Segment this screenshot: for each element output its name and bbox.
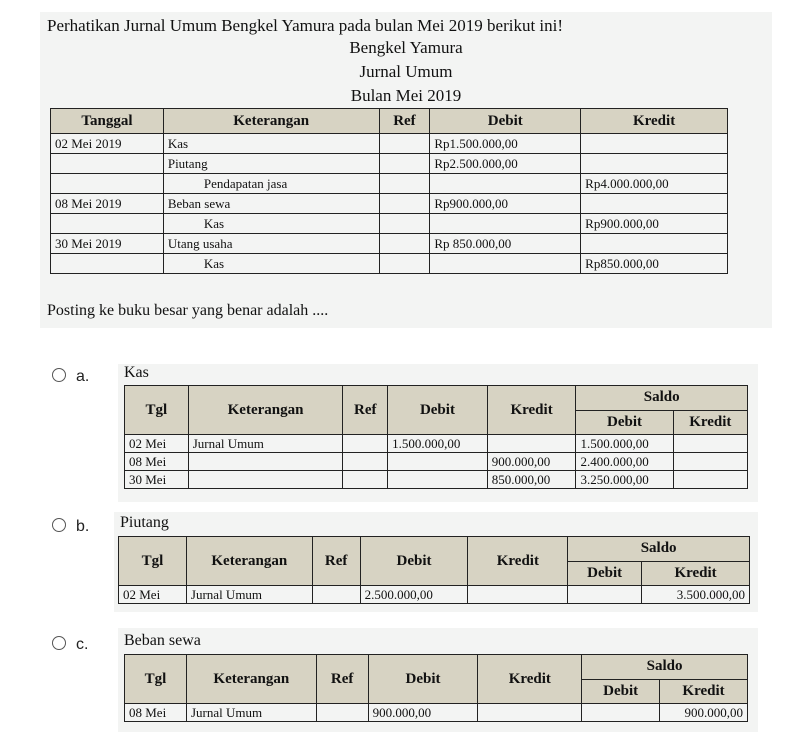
cell-credit bbox=[581, 234, 728, 254]
ledger-header-debit: Debit bbox=[388, 386, 488, 435]
table-row bbox=[119, 586, 750, 604]
cell-saldo-debit: 1.500.000,00 bbox=[576, 435, 673, 453]
table-row bbox=[51, 254, 728, 274]
cell-ref bbox=[343, 435, 388, 453]
cell-desc: Kas bbox=[163, 254, 379, 274]
ledger-header-debit: Debit bbox=[368, 655, 478, 704]
cell-desc: Beban sewa bbox=[163, 194, 379, 214]
table-row bbox=[51, 154, 728, 174]
cell-saldo-credit bbox=[673, 471, 747, 489]
cell-credit bbox=[581, 194, 728, 214]
cell-saldo-credit bbox=[673, 435, 747, 453]
cell-desc: Utang usaha bbox=[163, 234, 379, 254]
table-row bbox=[125, 453, 748, 471]
cell-credit bbox=[487, 435, 576, 453]
cell-saldo-debit bbox=[582, 704, 660, 722]
cell-debit bbox=[388, 453, 488, 471]
table-row bbox=[125, 471, 748, 489]
cell-date bbox=[51, 154, 164, 174]
cell-date: 30 Mei bbox=[125, 471, 189, 489]
ledger-header-debit: Debit bbox=[360, 537, 468, 586]
ledger-header-saldo-kredit: Kredit bbox=[660, 679, 748, 704]
ledger-header-saldo: Saldo bbox=[568, 537, 750, 562]
cell-date: 02 Mei 2019 bbox=[51, 134, 164, 154]
cell-debit: 2.500.000,00 bbox=[360, 586, 468, 604]
company-title: Bengkel Yamura bbox=[349, 38, 463, 57]
cell-desc: Jurnal Umum bbox=[188, 435, 343, 453]
journal-header-row bbox=[51, 109, 728, 134]
option-letter-c: c. bbox=[76, 636, 89, 653]
cell-ref bbox=[343, 471, 388, 489]
cell-date: 02 Mei bbox=[125, 435, 189, 453]
account-name-c: Beban sewa bbox=[124, 632, 201, 649]
cell-debit: Rp900.000,00 bbox=[430, 194, 581, 214]
cell-date: 02 Mei bbox=[119, 586, 187, 604]
cell-ref bbox=[379, 174, 430, 194]
ledger-header-ket: Keterangan bbox=[188, 386, 343, 435]
option-b[interactable] bbox=[52, 518, 89, 536]
posting-question: Posting ke buku besar yang benar adalah .... bbox=[47, 302, 329, 319]
header-keterangan: Keterangan bbox=[163, 109, 379, 134]
table-row bbox=[125, 704, 748, 722]
header-tanggal: Tanggal bbox=[51, 109, 164, 134]
cell-ref bbox=[312, 586, 360, 604]
cell-ref bbox=[316, 704, 368, 722]
ledger-header-saldo-debit: Debit bbox=[582, 679, 660, 704]
ledger-header-kredit: Kredit bbox=[478, 655, 582, 704]
table-row bbox=[125, 435, 748, 453]
cell-debit: Rp 850.000,00 bbox=[430, 234, 581, 254]
cell-desc bbox=[188, 471, 343, 489]
cell-ref bbox=[379, 214, 430, 234]
option-letter-b: b. bbox=[76, 518, 90, 535]
cell-debit bbox=[430, 214, 581, 234]
radio-c[interactable] bbox=[52, 636, 66, 650]
cell-date: 08 Mei bbox=[125, 704, 187, 722]
period-title: Bulan Mei 2019 bbox=[350, 86, 462, 105]
cell-ref bbox=[343, 453, 388, 471]
ledger-header-saldo-kredit: Kredit bbox=[673, 410, 747, 435]
ledger-header-saldo: Saldo bbox=[576, 386, 748, 411]
ledger-header-ket: Keterangan bbox=[186, 537, 312, 586]
ledger-header-tgl: Tgl bbox=[125, 655, 187, 704]
cell-date bbox=[51, 254, 164, 274]
cell-date bbox=[51, 174, 164, 194]
cell-desc: Pendapatan jasa bbox=[163, 174, 379, 194]
cell-credit: Rp4.000.000,00 bbox=[581, 174, 728, 194]
ledger-header-saldo-kredit: Kredit bbox=[642, 561, 750, 586]
cell-date: 08 Mei bbox=[125, 453, 189, 471]
cell-saldo-credit bbox=[673, 453, 747, 471]
cell-credit: Rp900.000,00 bbox=[581, 214, 728, 234]
cell-debit: Rp2.500.000,00 bbox=[430, 154, 581, 174]
ledger-header-tgl: Tgl bbox=[125, 386, 189, 435]
cell-debit: 1.500.000,00 bbox=[388, 435, 488, 453]
ledger-header-kredit: Kredit bbox=[487, 386, 576, 435]
question-panel bbox=[40, 12, 772, 328]
journal-table bbox=[50, 108, 728, 274]
cell-date: 30 Mei 2019 bbox=[51, 234, 164, 254]
cell-desc: Kas bbox=[163, 134, 379, 154]
ledger-header-ref: Ref bbox=[316, 655, 368, 704]
cell-date bbox=[51, 214, 164, 234]
table-row bbox=[51, 234, 728, 254]
cell-debit bbox=[430, 174, 581, 194]
cell-credit: Rp850.000,00 bbox=[581, 254, 728, 274]
radio-b[interactable] bbox=[52, 518, 66, 532]
ledger-header-saldo-debit: Debit bbox=[568, 561, 642, 586]
cell-desc bbox=[188, 453, 343, 471]
cell-debit: Rp1.500.000,00 bbox=[430, 134, 581, 154]
table-row bbox=[51, 174, 728, 194]
cell-ref bbox=[379, 234, 430, 254]
ledger-header-saldo: Saldo bbox=[582, 655, 748, 680]
cell-ref bbox=[379, 194, 430, 214]
ledger-header-tgl: Tgl bbox=[119, 537, 187, 586]
header-ref: Ref bbox=[379, 109, 430, 134]
ledger-header-ket: Keterangan bbox=[186, 655, 316, 704]
cell-credit: 900.000,00 bbox=[487, 453, 576, 471]
cell-date: 08 Mei 2019 bbox=[51, 194, 164, 214]
ledger-table-a bbox=[124, 385, 748, 489]
cell-credit bbox=[478, 704, 582, 722]
cell-saldo-debit: 2.400.000,00 bbox=[576, 453, 673, 471]
cell-desc: Piutang bbox=[163, 154, 379, 174]
cell-debit bbox=[430, 254, 581, 274]
option-c[interactable] bbox=[52, 636, 88, 654]
journal-title: Jurnal Umum bbox=[359, 62, 453, 81]
cell-desc: Jurnal Umum bbox=[186, 586, 312, 604]
cell-credit: 850.000,00 bbox=[487, 471, 576, 489]
cell-debit: 900.000,00 bbox=[368, 704, 478, 722]
question-intro: Perhatikan Jurnal Umum Bengkel Yamura pada bulan Mei 2019 berikut ini! bbox=[47, 16, 564, 35]
table-row bbox=[51, 134, 728, 154]
cell-debit bbox=[388, 471, 488, 489]
header-kredit: Kredit bbox=[581, 109, 728, 134]
ledger-header-ref: Ref bbox=[343, 386, 388, 435]
ledger-header-kredit: Kredit bbox=[468, 537, 568, 586]
ledger-table-b bbox=[118, 536, 750, 604]
cell-ref bbox=[379, 134, 430, 154]
account-name-a: Kas bbox=[124, 364, 149, 381]
cell-saldo-debit: 3.250.000,00 bbox=[576, 471, 673, 489]
cell-credit bbox=[581, 134, 728, 154]
option-letter-a: a. bbox=[76, 368, 90, 385]
account-name-b: Piutang bbox=[120, 514, 169, 531]
cell-desc: Kas bbox=[163, 214, 379, 234]
cell-saldo-credit: 3.500.000,00 bbox=[642, 586, 750, 604]
cell-credit bbox=[468, 586, 568, 604]
ledger-header-ref: Ref bbox=[312, 537, 360, 586]
header-debit: Debit bbox=[430, 109, 581, 134]
cell-saldo-credit: 900.000,00 bbox=[660, 704, 748, 722]
cell-desc: Jurnal Umum bbox=[186, 704, 316, 722]
cell-ref bbox=[379, 154, 430, 174]
table-row bbox=[51, 194, 728, 214]
cell-ref bbox=[379, 254, 430, 274]
ledger-header-saldo-debit: Debit bbox=[576, 410, 673, 435]
ledger-table-c bbox=[124, 654, 748, 722]
radio-a[interactable] bbox=[52, 368, 66, 382]
option-a[interactable] bbox=[52, 368, 89, 386]
table-row bbox=[51, 214, 728, 234]
cell-credit bbox=[581, 154, 728, 174]
cell-saldo-debit bbox=[568, 586, 642, 604]
